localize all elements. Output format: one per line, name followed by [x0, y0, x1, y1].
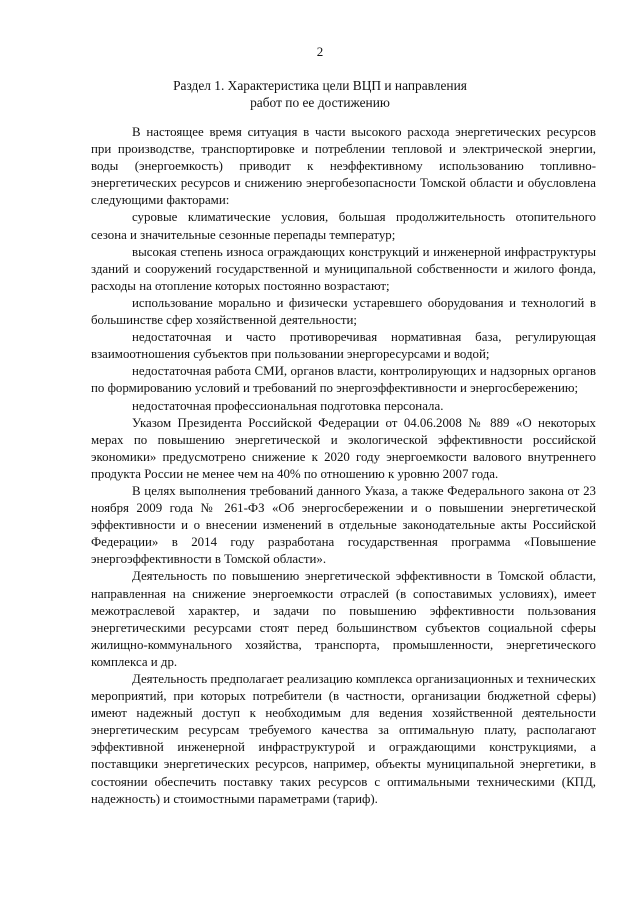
factor-outdated-equipment: использование морально и физически устаревшего оборудования и технологий в большинстве сфер хозяйственной деятельности; — [91, 295, 596, 328]
paragraph-activities: Деятельность предполагает реализацию комплекса организационных и технических мероприятий, при которых потребители (в частности, организации бюджетной сферы) имеют надежный доступ к необходимым для ведения хозяйственной деятельности энергетическим ресурсам требуемого качества за оптимальную плату, располагают эффективной инженерной инфраструктурой и ограждающими конструкциями, а поставщики энергетических ресурсов, например, объекты муниципальной энергетики, в состоянии обеспечить поставку таких ресурсов с оптимальными техническими (КПД, надежность) и стоимостными параметрами (тариф). — [91, 672, 596, 806]
paragraph-federal-law: В целях выполнения требований данного Указа, а также Федерального закона от 23 ноября 2009 года № 261-ФЗ «Об энергосбережении и о повышении энергетической эффективности и о внесении изменений в отдельные законодательные акты Российской Федерации» в 2014 году разработана государственная программа «Повышение энергоэффективности в Томской области». — [91, 483, 596, 567]
section-title-line-1: Раздел 1. Характеристика цели ВЦП и направления — [173, 78, 467, 93]
paragraph-presidential-decree: Указом Президента Российской Федерации от 04.06.2008 № 889 «О некоторых мерах по повышению энергетической и экологической эффективности российской экономики» предусмотрено снижение к 2020 году энергоемкости валового внутреннего продукта России не менее чем на 40% по отношению к уровню 2007 года. — [91, 415, 596, 481]
factor-personnel-training: недостаточная профессиональная подготовка персонала. — [132, 398, 444, 413]
paragraph-intersectoral: Деятельность по повышению энергетической эффективности в Томской области, направленная на снижение энергоемкости отраслей (в сопоставимых условиях), имеет межотраслевой характер, и задачи по повышению эффективности пользования энергетическими ресурсами стоят перед большинством субъектов социальной сферы жилищно-коммунального хозяйства, транспорта, промышленности, энергетического комплекса и др. — [91, 569, 596, 669]
section-title — [0, 77, 640, 111]
page-number: 2 — [316, 44, 324, 59]
section-title-line-2: работ по ее достижению — [250, 95, 390, 110]
factor-climate: суровые климатические условия, большая продолжительность отопительного сезона и значительные сезонные перепады температур; — [91, 210, 596, 242]
factor-infrastructure-wear: высокая степень износа ограждающих конструкций и инженерной инфраструктуры зданий и сооружений государственной и муниципальной собственности и жилого фонда, расходы на отопление которых постоянно возрастают; — [91, 244, 596, 293]
document-body — [91, 124, 596, 808]
factor-regulatory-base: недостаточная и часто противоречивая нормативная база, регулирующая взаимоотношения субъектов при пользовании энергоресурсами и водой; — [91, 330, 596, 362]
factor-media-authorities: недостаточная работа СМИ, органов власти, контролирующих и надзорных органов по формированию условий и требований по энергоэффективности и энергосбережению; — [91, 364, 596, 396]
paragraph-intro: В настоящее время ситуация в части высокого расхода энергетических ресурсов при производстве, транспортировке и потреблении тепловой и электрической энергии, воды (энергоемкость) приводит к неэффективному использованию топливно-энергетических ресурсов и снижению энергобезопасности Томской области и обусловлена следующими факторами: — [91, 125, 596, 208]
